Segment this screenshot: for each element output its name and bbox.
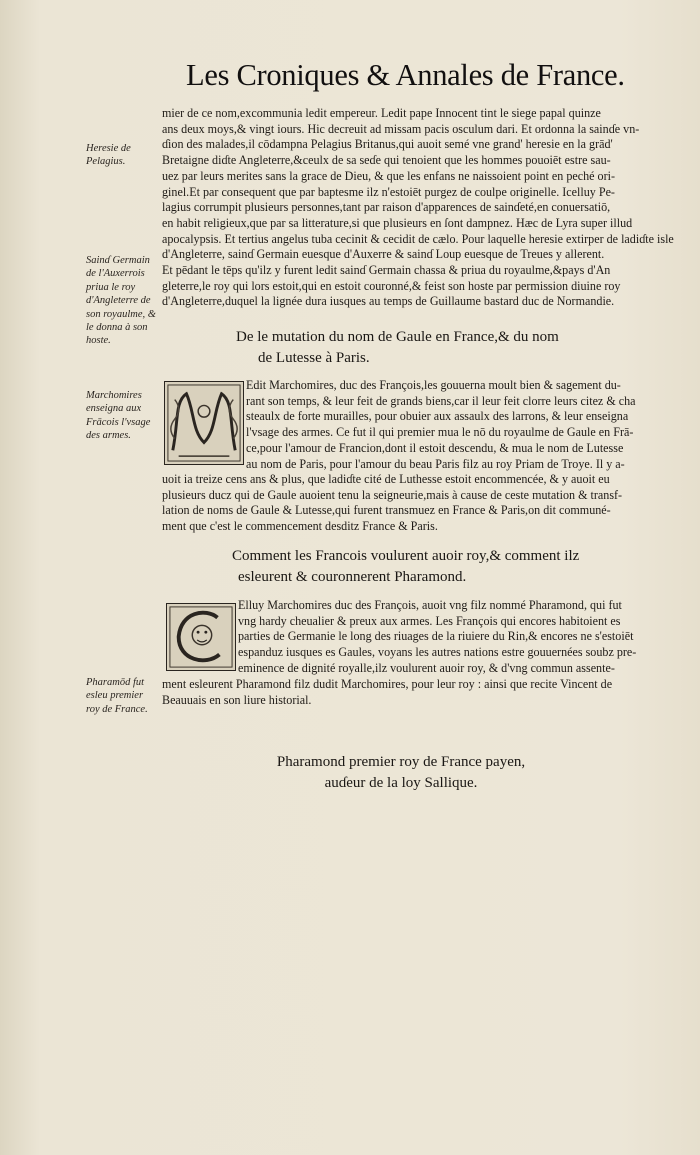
section-heading-pharamond [232,546,700,588]
margin-note-heresie: Heresie de Pelagius. [86,143,131,168]
text-line: Edit Marchomires, duc des François,les gouuerna moult bien & sagement du- [246,378,621,392]
text-line: d'Angleterre, sainɗ Germain euesque d'Auxerre & sainɗ Loup euesque de Treues y allerent. [162,247,605,262]
text-line: lagius corrumpit plusieurs personnes,tant par raison d'apparences de sainɗeté,en conuersatiō, [162,200,611,215]
text-line: plusieurs ducz qui de Gaule auoient tenu la seigneurie,mais à cause de ceste mutation & transf- [162,487,623,502]
text-line: uoit ia treize cens ans & plus, que ladiɗte cité de Luthesse estoit encommencée, & y auoit eu [162,472,610,486]
decorated-initial-c [166,603,236,671]
text-block-marchomires-indented [246,378,682,472]
text-line: eminence de dignité royalle,ilz voulurent auoir roy, & d'vng commun assente- [238,660,615,675]
decorated-initial-m [164,381,244,465]
text-line: vng hardy cheualier & preux aux armes. Les François qui encores habitoient es [238,613,621,628]
text-line: l'vsage des armes. Ce fut il qui premier mua le nō du royaulme de Gaule en Frā- [246,425,634,440]
text-line: Bretaigne diɗte Angleterre,&ceulx de sa seɗe qui tenoient que les hommes pouoiēt estre sau- [162,153,611,168]
text-line: Beauuais en son liure historial. [162,692,312,707]
text-block-pharamond [162,677,682,708]
text-line: en habit religieux,que par sa litterature,si que plusieurs en ſont dampnez. Hæc de Lyra super illud [162,215,633,230]
text-line: mier de ce nom,excommunia ledit empereur. Ledit pape Innocent tint le siege papal quinze [162,106,601,120]
text-line: lation de noms de Gaule & Lutesse,qui furent transmuez en France & Paris,on dit communé- [162,503,611,518]
ornament-icon [165,382,243,464]
margin-note-pharamond: Pharamōd fut esleu premier roy de France. [86,677,148,715]
heading-line: De le mutation du nom de Gaule en France,& du nom [236,329,559,345]
heading-line: esleurent & couronnerent Pharamond. [238,569,467,585]
closing-caption [236,752,566,794]
text-line: Elluy Marchomires duc des François, auoit vng filz nommé Pharamond, qui fut [238,598,622,612]
text-block-marchomires [162,472,682,535]
text-line: Et pēdant le tēps qu'ilz y furent ledit sainɗ Germain chassa & priua du royaulme,&pays d'An [162,263,611,278]
text-line: d'Angleterre,duquel la lignée dura iusques au temps de Guillaume bastard duc de Normandie. [162,294,615,309]
heading-line: Comment les Francois voulurent auoir roy,& comment ilz [232,548,580,564]
text-line: ɗion des malades,il cōdampna Pelagius Britanus,qui auoit semé vne grand' heresie en la grād' [162,137,613,152]
text-line: rant son temps, & leur feit de grands biens,car il leur feit clorre leurs citez & cha [246,393,636,408]
margin-note-marchomires: Marchomires enseigna aux Frācois l'vsage des armes. [86,390,151,442]
caption-line: Pharamond premier roy de France payen, [276,754,526,770]
text-line: ment que c'est le commencement desditz France & Paris. [162,519,438,534]
text-line: apocalypsis. Et tertius angelus tuba cecinit & cecidit de cælo. Pour laquelle heresie extirper de ladiɗte isle [162,231,674,246]
text-line: ans deux moys,& vingt iours. Hic decreuit ad missam pacis osculum dari. Et ordonna la sainɗe vn- [162,121,640,136]
text-line: uez par leurs merites sans la grace de Dieu, & que les enfans ne naissoient point en peché ori- [162,168,616,183]
text-line: ginel.Et par consequent que par baptesme ilz n'estoiēt purgez de coulpe originelle. Icelluy Pe- [162,184,615,199]
text-line: ment esleurent Pharamond filz dudit Marchomires, pour leur roy : ainsi que recite Vincent de [162,677,613,691]
caption-line: auɗeur de la loy Sallique. [324,775,478,791]
text-line: au nom de Paris, pour l'amour du beau Paris filz au roy Priam de Troye. Il y a- [246,456,625,471]
text-line: parties de Germanie le long des riuages de la riuiere du Rin,& encores ne s'estoiēt [238,629,634,644]
section-heading-mutation [236,327,700,369]
page-title: Les Croniques & Annales de France. [186,58,625,92]
text-line: steaulx de forte murailles, pour obuier aux assaulx des larrons, & leur enseigna [246,409,629,424]
text-block-pelagius [162,106,682,310]
ornament-icon [167,604,235,670]
margin-note-germain: Sainɗ Germain de l'Auxerrois priua le roy d'Angleterre de son royaulme, & le donna à son hoste. [86,255,156,347]
text-line: gleterre,le roy qui lors estoit,qui en estoit couronné,& feist son hoste par permission diuine roy [162,278,621,293]
text-block-pharamond-indented [238,598,682,677]
text-line: espanduz iusques es Gaules, voyans les autres nations estre gouuernées soubz pre- [238,645,637,660]
heading-line: de Lutesse à Paris. [258,350,370,366]
text-line: ce,pour l'amour de Francion,dont il estoit descendu, & mua le nom de Lutesse [246,440,624,455]
